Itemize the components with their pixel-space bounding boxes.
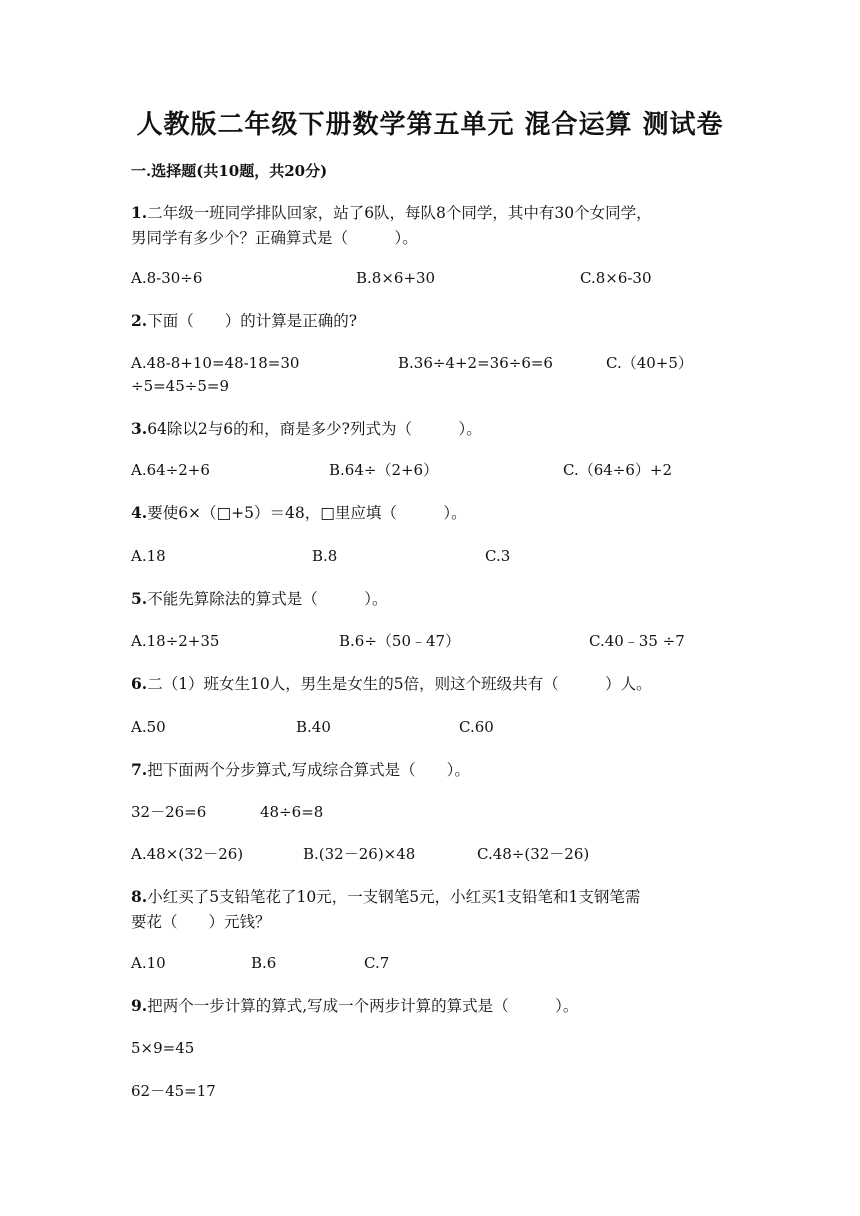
option-c[interactable]: C.3 [485, 547, 511, 565]
section-heading: 一.选择题(共10题，共20分) [131, 162, 328, 180]
option-b[interactable]: B.(32－26)×48 [303, 845, 416, 863]
question-text: 64除以2与6的和，商是多少?列式为（ ）。 [147, 420, 482, 438]
question-text: 二年级一班同学排队回家，站了6队，每队8个同学，其中有30个女同学， [147, 204, 652, 222]
question-7 [131, 759, 470, 781]
option-a[interactable]: A.18÷2+35 [131, 632, 220, 650]
option-a[interactable]: A.50 [131, 718, 166, 736]
question-3 [131, 418, 482, 440]
question-4 [131, 502, 467, 524]
page-title: 人教版二年级下册数学第五单元 混合运算 测试卷 [136, 110, 724, 140]
question-text-continued: 男同学有多少个？正确算式是（ ）。 [131, 229, 418, 247]
option-b[interactable]: B.40 [296, 718, 331, 736]
option-a[interactable]: A.48-8+10=48-18=30 [131, 354, 300, 372]
question-6 [131, 673, 652, 695]
question-number: 9. [131, 996, 148, 1015]
question-text: 二（1）班女生10人，男生是女生的5倍，则这个班级共有（ ）人。 [147, 675, 652, 693]
option-a[interactable]: A.18 [131, 547, 166, 565]
question-text: 把下面两个分步算式,写成综合算式是（ ）。 [147, 761, 470, 779]
step-equation: 5×9=45 [131, 1039, 195, 1057]
step-equation: 32－26=6 [131, 803, 207, 821]
option-b[interactable]: B.6 [251, 954, 277, 972]
question-number: 8. [131, 887, 148, 906]
question-9 [131, 995, 578, 1017]
option-a[interactable]: A.64÷2+6 [131, 461, 210, 479]
question-number: 7. [131, 760, 148, 779]
step-equation: 62－45=17 [131, 1082, 216, 1100]
option-a[interactable]: A.48×(32－26) [131, 845, 244, 863]
question-number: 6. [131, 674, 148, 693]
option-b[interactable]: B.8 [312, 547, 338, 565]
option-b[interactable]: B.64÷（2+6） [329, 461, 439, 479]
option-b[interactable]: B.8×6+30 [356, 269, 436, 287]
question-2 [131, 310, 357, 332]
question-text-continued: 要花（ ）元钱？ [131, 913, 271, 931]
step-equation: 48÷6=8 [260, 803, 324, 821]
option-c[interactable]: C.（40+5） [606, 354, 693, 372]
question-text: 小红买了5支铅笔花了10元，一支钢笔5元，小红买1支铅笔和1支钢笔需 [147, 888, 641, 906]
option-c[interactable]: C.60 [459, 718, 494, 736]
question-text: 把两个一步计算的算式,写成一个两步计算的算式是（ ）。 [147, 997, 579, 1015]
option-c[interactable]: C.（64÷6）+2 [563, 461, 673, 479]
question-number: 3. [131, 419, 148, 438]
question-5 [131, 588, 387, 610]
option-b[interactable]: B.36÷4+2=36÷6=6 [398, 354, 553, 372]
question-number: 5. [131, 589, 148, 608]
option-c[interactable]: C.8×6-30 [580, 269, 652, 287]
option-a[interactable]: A.8-30÷6 [131, 269, 203, 287]
option-b[interactable]: B.6÷（50﹣47） [339, 632, 461, 650]
question-text: 要使6×（□+5）＝48，□里应填（ ）。 [147, 504, 467, 522]
question-number: 2. [131, 311, 148, 330]
option-c[interactable]: C.7 [364, 954, 390, 972]
question-number: 1. [131, 203, 148, 222]
question-8 [131, 886, 640, 908]
option-c-continued: ÷5=45÷5=9 [131, 377, 229, 395]
option-c[interactable]: C.40﹣35 ÷7 [589, 632, 685, 650]
question-number: 4. [131, 503, 148, 522]
question-text: 不能先算除法的算式是（ ）。 [147, 590, 388, 608]
option-a[interactable]: A.10 [131, 954, 166, 972]
question-1 [131, 202, 652, 224]
option-c[interactable]: C.48÷(32－26) [477, 845, 590, 863]
question-text: 下面（ ）的计算是正确的? [147, 312, 357, 330]
